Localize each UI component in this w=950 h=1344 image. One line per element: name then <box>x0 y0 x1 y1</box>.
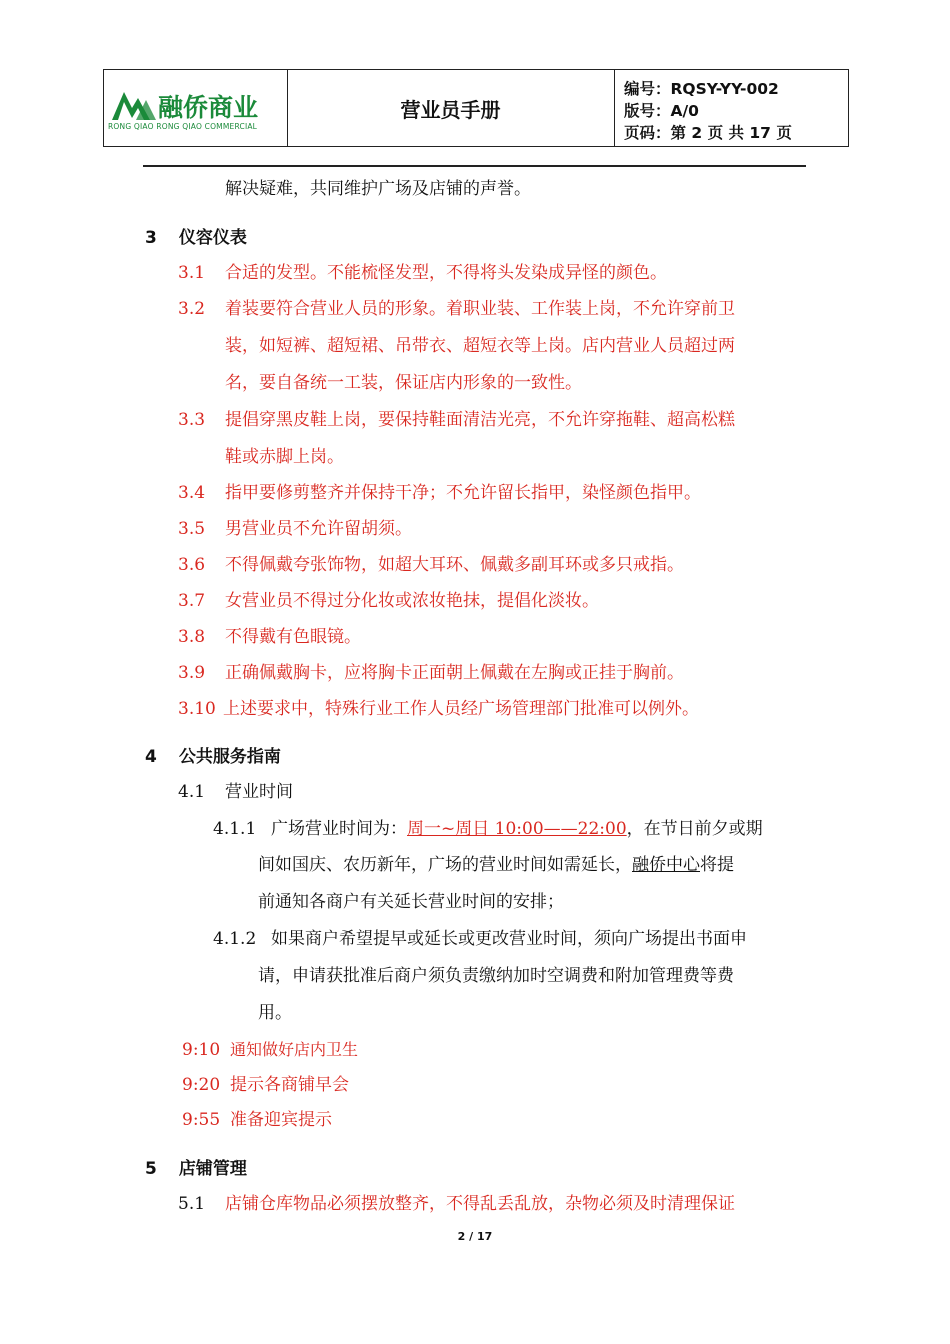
item-3-8: 3.8 不得戴有色眼镜。 <box>178 627 361 647</box>
section-title: 店铺管理 <box>178 1159 247 1179</box>
item-3-7: 3.7 女营业员不得过分化妆或浓妆艳抹，提倡化淡妆。 <box>178 591 599 611</box>
item-4-1-1-cont-2: 前通知各商户有关延长营业时间的安排； <box>258 892 564 912</box>
schedule-item-1: 9:10 通知做好店内卫生 <box>182 1040 359 1060</box>
section-number: 3 <box>145 228 157 248</box>
item-4-1-2-cont-1: 请，申请获批准后商户须负责缴纳加时空调费和附加管理费等费 <box>258 966 734 986</box>
section-3-heading <box>145 226 247 250</box>
item-4-1-2-cont-2: 用。 <box>258 1003 292 1023</box>
item-3-6: 3.6 不得佩戴夸张饰物，如超大耳环、佩戴多副耳环或多只戒指。 <box>178 555 684 575</box>
item-4-1-1: 4.1.1 广场营业时间为：周一~周日 10:00——22:00，在节日前夕或期 <box>213 819 763 839</box>
item-3-1: 3.1 合适的发型。不能梳怪发型，不得将头发染成异怪的颜色。 <box>178 263 667 283</box>
item-5-1: 5.1 店铺仓库物品必须摆放整齐，不得乱丢乱放，杂物必须及时清理保证 <box>178 1194 735 1214</box>
company-logo-icon <box>110 84 158 122</box>
document-code: 编号：RQSY-YY-002 <box>624 80 779 98</box>
item-3-4: 3.4 指甲要修剪整齐并保持干净；不允许留长指甲，染怪颜色指甲。 <box>178 483 701 503</box>
document-title: 营业员手册 <box>287 70 615 146</box>
header-rule <box>143 165 806 167</box>
document-meta <box>616 70 848 146</box>
continuation-text: 解决疑难，共同维护广场及店铺的声誉。 <box>225 179 531 199</box>
item-4-1: 4.1 营业时间 <box>178 782 293 802</box>
logo-chinese-name: 融侨商业 <box>158 93 259 122</box>
item-3-2: 3.2 着装要符合营业人员的形象。着职业装、工作装上岗，不允许穿前卫 <box>178 299 735 319</box>
schedule-item-3: 9:55 准备迎宾提示 <box>182 1110 332 1130</box>
business-hours: 周一~周日 10:00——22:00 <box>407 819 627 839</box>
rongqiao-center: 融侨中心 <box>632 855 700 875</box>
item-4-1-2: 4.1.2 如果商户希望提早或延长或更改营业时间，须向广场提出书面申 <box>213 929 747 949</box>
section-number: 5 <box>145 1159 157 1179</box>
item-3-9: 3.9 正确佩戴胸卡，应将胸卡正面朝上佩戴在左胸或正挂于胸前。 <box>178 663 684 683</box>
section-4-heading <box>145 745 281 769</box>
item-4-1-1-cont-1: 间如国庆、农历新年，广场的营业时间如需延长，融侨中心将提 <box>258 855 734 875</box>
document-version: 版号：A/0 <box>624 102 699 120</box>
item-3-10: 3.10 上述要求中，特殊行业工作人员经广场管理部门批准可以例外。 <box>178 699 699 719</box>
logo-english-name: RONG QIAO RONG QIAO COMMERCIAL <box>108 122 258 131</box>
section-number: 4 <box>145 747 157 767</box>
section-5-heading <box>145 1157 247 1181</box>
item-3-3: 3.3 提倡穿黑皮鞋上岗，要保持鞋面清洁光亮，不允许穿拖鞋、超高松糕 <box>178 410 735 430</box>
item-3-2-cont-1: 装，如短裤、超短裙、吊带衣、超短衣等上岗。店内营业人员超过两 <box>225 336 735 356</box>
item-3-2-cont-2: 名，要自备统一工装，保证店内形象的一致性。 <box>225 373 582 393</box>
item-3-5: 3.5 男营业员不允许留胡须。 <box>178 519 412 539</box>
page-footer: 2 / 17 <box>457 1230 493 1243</box>
section-title: 仪容仪表 <box>178 228 247 248</box>
section-title: 公共服务指南 <box>178 747 281 767</box>
document-header <box>103 69 849 147</box>
schedule-item-2: 9:20 提示各商铺早会 <box>182 1075 349 1095</box>
item-3-3-cont: 鞋或赤脚上岗。 <box>225 447 344 467</box>
document-page: 页码：第 2 页 共 17 页 <box>624 124 792 142</box>
logo-cell <box>104 70 288 146</box>
